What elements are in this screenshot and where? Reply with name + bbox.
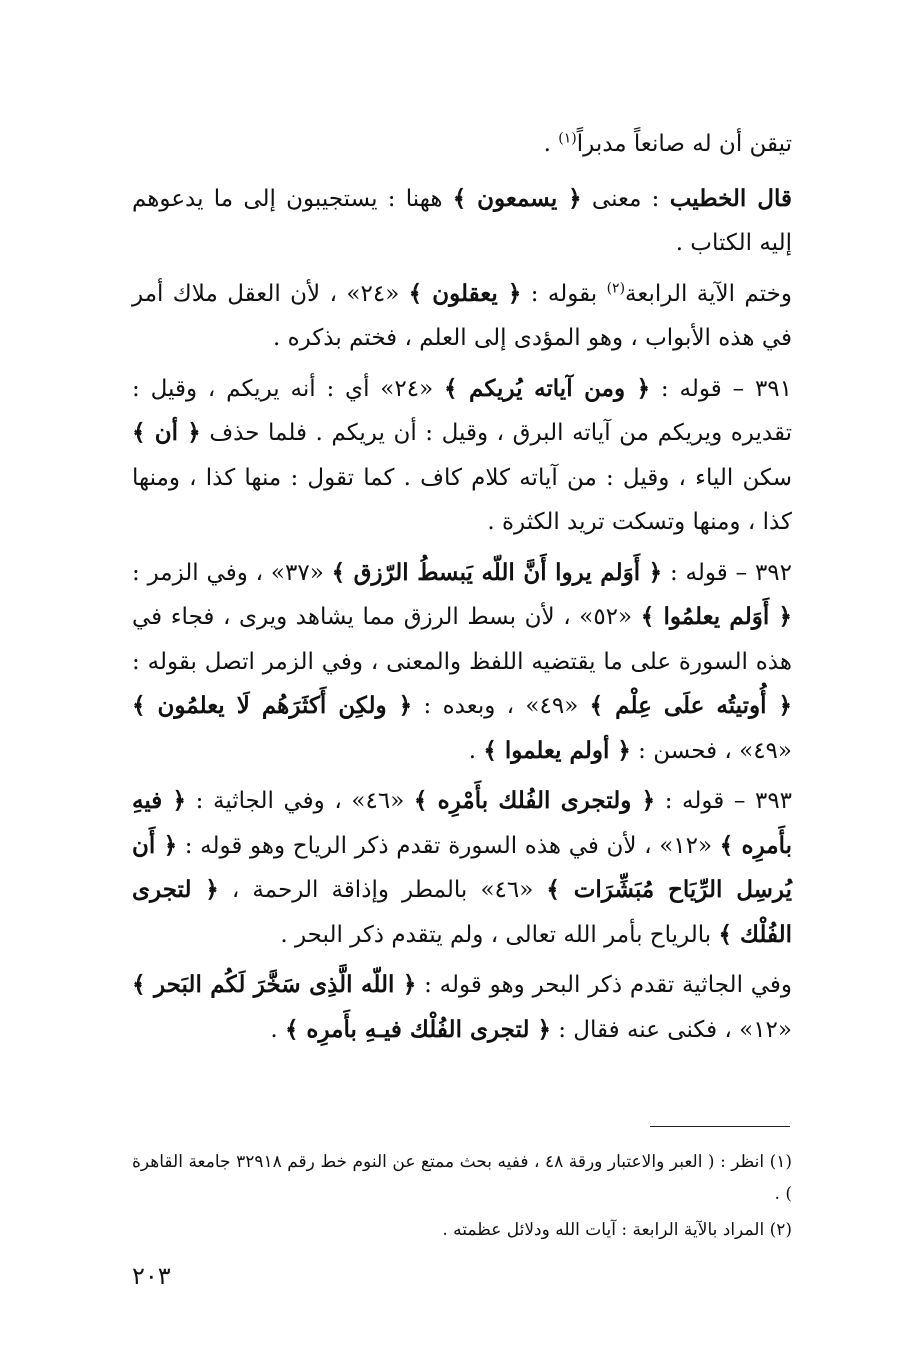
text-run: «٣٧» ، وفي الزمر : <box>132 559 332 586</box>
quran-quote: ﴿ يسمعون ﴾ <box>452 184 582 212</box>
paragraph-jathiya <box>132 963 792 1052</box>
quran-quote: ﴿ ولتجرى الفُلك بأَمْرِه ﴾ <box>413 787 656 814</box>
footnote-2: (٢) المراد بالآية الرابعة : آيات الله ودلائل عظمته . <box>442 1220 792 1240</box>
text-run: ههنا : يستجيبون إلى ما يدعوهم إليه الكتاب . <box>132 185 792 256</box>
quran-quote: ﴿ ومن آياته يُريكم ﴾ <box>444 374 651 402</box>
quran-quote: ﴿ أَن يُرسِل الرِّيَاح مُبَشِّرَات ﴾ <box>132 831 792 903</box>
text-run: . <box>468 737 484 764</box>
quran-quote: ﴿ لتجرى الفُلْك فيـهِ بأَمرِه ﴾ <box>284 1015 551 1043</box>
main-text <box>132 122 792 1058</box>
text-run: بقوله : <box>521 280 607 307</box>
quran-quote: ﴿ أن ﴾ <box>132 419 201 446</box>
text-run: «١٢» ، فكنى عنه فقال : <box>550 1016 792 1043</box>
quran-quote: ﴿ يعقلون ﴾ <box>408 279 522 307</box>
quran-quote: ﴿ أولم يعلموا ﴾ <box>483 736 631 764</box>
text-run: . <box>543 131 559 157</box>
paragraph-1 <box>132 177 792 266</box>
text-run: «٥٢» ، لأن بسط الرزق مما يشاهد ويرى ، فجاء في هذه السورة على ما يقتضيه اللفظ والمعنى ، وفي الزمر اتصل بقوله : <box>132 604 792 675</box>
text-run: «٢٤» ، لأن العقل ملاك أمر في هذه الأبواب ، وهو المؤدى إلى العلم ، فختم بذكره . <box>132 280 792 351</box>
text-run: ٣٩٣ – قوله : <box>655 788 793 814</box>
footnote-ref-2[interactable]: (٢) <box>606 279 626 296</box>
quran-quote: ﴿ أُوتيتُه علَى عِلْم ﴾ <box>589 692 792 719</box>
quran-quote: ﴿ ولكِن أَكثَرَهُم لَا يعلمُون ﴾ <box>132 692 413 719</box>
text-run: وفي الجاثية تقدم ذكر البحر وهو قوله : <box>416 972 793 998</box>
text-run: ٣٩٢ – قوله : <box>662 559 793 586</box>
text-run: . <box>270 1016 285 1043</box>
text-run: بالرياح بأمر الله تعالى ، ولم يتقدم ذكر البحر . <box>280 921 719 948</box>
footnotes <box>132 1146 792 1250</box>
paragraph-0 <box>132 122 792 167</box>
speaker-label: قال الخطيب <box>669 184 792 212</box>
footnote-divider <box>650 1126 790 1127</box>
paragraph-392 <box>132 551 792 774</box>
paragraph-391 <box>132 367 792 545</box>
quran-quote: ﴿ لتجرى الفُلْك ﴾ <box>132 876 792 948</box>
text-run: «٤٩» ، وبعده : <box>412 693 590 719</box>
text-run: «٤٦» بالمطر وإذاقة الرحمة ، <box>218 877 547 903</box>
text-run: ٣٩١ – قوله : <box>650 375 792 402</box>
text-run: «٤٦» ، وفي الجاثية : <box>186 788 414 814</box>
text-run: تيقن أن له صانعاً مدبراً <box>576 131 792 157</box>
paragraph-393 <box>132 779 792 957</box>
text-run: «٤٩» ، فحسن : <box>630 737 792 764</box>
footnote-ref-1[interactable]: (١) <box>558 130 577 147</box>
text-run: وختم الآية الرابعة <box>625 280 792 307</box>
footnote-1: (١) انظر : ( العبر والاعتبار ورقة ٤٨ ، ففيه بحث ممتع عن النوم خط رقم ٣٢٩١٨ جامعة القاهرة ) . <box>132 1152 792 1204</box>
text-run: «٢٤» أي : أنه يريكم ، وقيل : تقديره ويريكم من آياته البرق ، وقيل : أن يريكم . فلما حذف <box>132 375 792 446</box>
text-run: «١٢» ، لأن في هذه السورة تقدم ذكر الرياح وهو قوله : <box>177 832 720 859</box>
quran-quote: ﴿ اللّه الَّذِى سَخَّرَ لَكُم البَحر ﴾ <box>132 971 417 998</box>
paragraph-2 <box>132 272 792 361</box>
quran-quote: ﴿ أَوَلم يروا أَنَّ اللّه يَبسطُ الرّزق ﴾ <box>331 558 663 586</box>
quran-quote: ﴿ أَوَلم يعلمُوا ﴾ <box>640 603 792 630</box>
page-number: ٢٠٣ <box>132 1262 171 1290</box>
text-run: سكن الياء ، وقيل : من آياته كلام كاف . كما تقول : منها كذا ، ومنها كذا ، ومنها وتسكت تريد الكثرة . <box>132 464 792 535</box>
text-run: : معنى <box>581 185 670 212</box>
quran-quote: ﴿ فيهِ بأَمرِه ﴾ <box>132 787 792 859</box>
